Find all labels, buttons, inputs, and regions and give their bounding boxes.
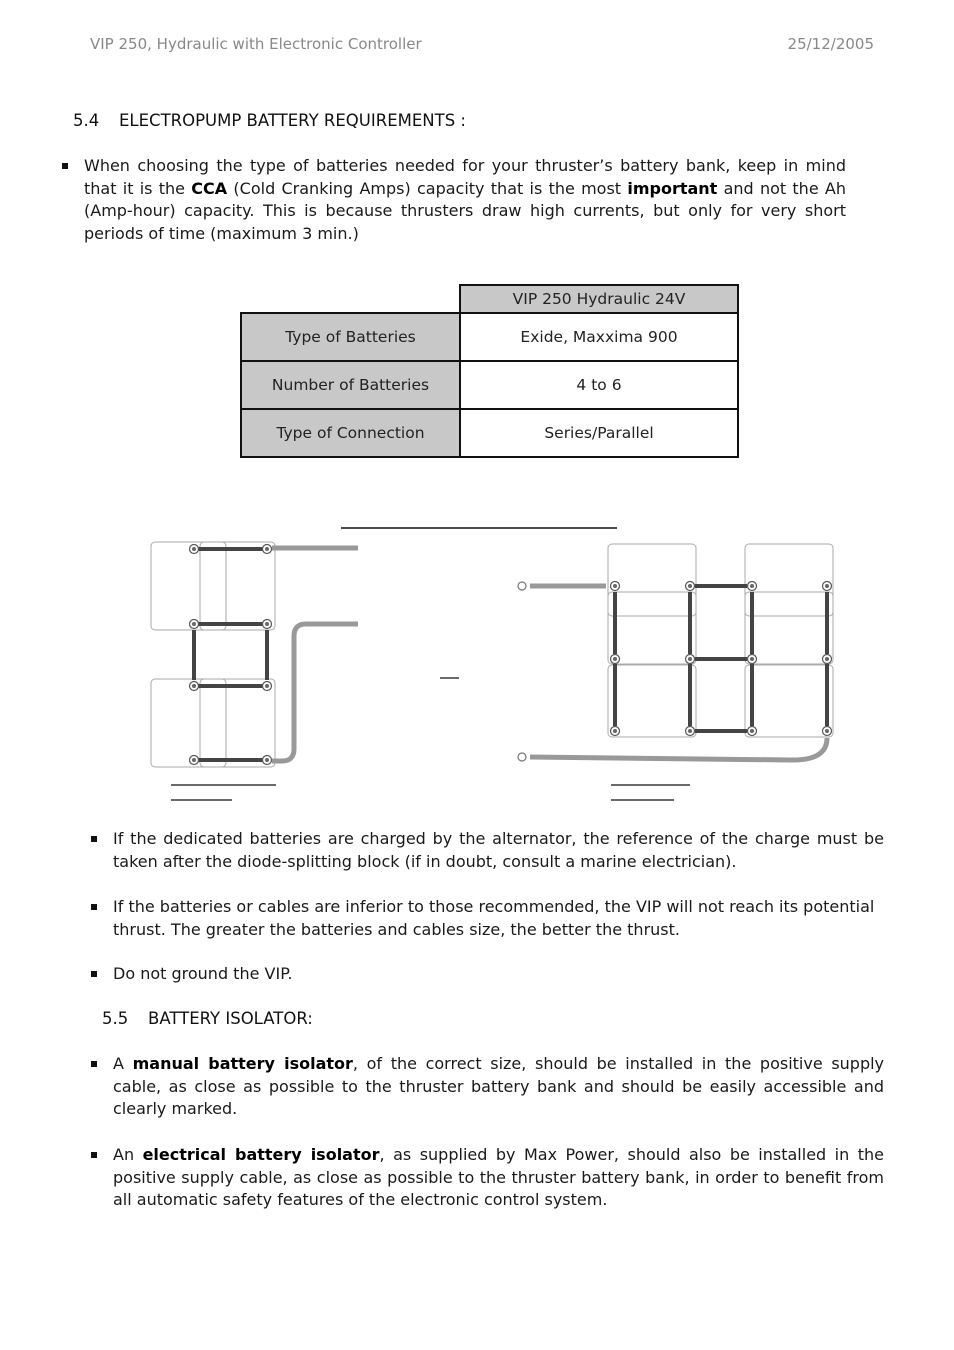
row-value: 4 to 6	[460, 361, 738, 409]
alternator-bullet	[113, 828, 884, 873]
row-label: Type of Batteries	[241, 313, 460, 361]
row-label: Number of Batteries	[241, 361, 460, 409]
page-header-title: VIP 250, Hydraulic with Electronic Controller	[90, 35, 422, 53]
left-bus-bars	[194, 549, 267, 760]
ground-bullet	[113, 963, 884, 986]
section-title: ELECTROPUMP BATTERY REQUIREMENTS :	[119, 111, 466, 130]
bullet-text: , of the correct size, should be installed in the positive supply cable, as close as possible to the thruster battery bank and should be easily accessible and clearly marked.	[113, 1054, 885, 1118]
bullet-text: If the batteries or cables are inferior to those recommended, the VIP will not reach its potential thrust. The greater the batteries and cables size, the better the thrust.	[113, 897, 875, 939]
section-title: BATTERY ISOLATOR:	[148, 1009, 313, 1028]
bullet-square-icon	[91, 1061, 97, 1067]
bullet-square-icon	[91, 1152, 97, 1158]
section-5-5-heading	[102, 1009, 313, 1028]
table-column-header: VIP 250 Hydraulic 24V	[460, 285, 738, 313]
bullet-square-icon	[91, 904, 97, 910]
left-battery-bank	[151, 542, 275, 767]
bullet-square-icon	[91, 971, 97, 977]
bullet-text: An	[113, 1145, 143, 1164]
manual-isolator-term: manual battery isolator	[132, 1054, 353, 1073]
para-text: (Cold Cranking Amps) capacity that is the most	[227, 178, 628, 198]
bullet-text: A	[113, 1054, 133, 1073]
page-header-date: 25/12/2005	[787, 35, 874, 53]
cca-term: CCA	[191, 178, 228, 198]
electrical-isolator-term: electrical battery isolator	[142, 1145, 380, 1164]
section-number: 5.5	[102, 1009, 129, 1028]
section-number: 5.4	[73, 111, 100, 130]
important-term: important	[627, 178, 718, 198]
right-bus-bars	[615, 586, 827, 731]
para-text: and not the Ah (Amp-hour) capacity. This is because thrusters draw high currents, but only for very short periods of time (maximum 3 min.)	[84, 178, 847, 243]
cables-bullet	[113, 896, 884, 941]
row-value: Series/Parallel	[460, 409, 738, 457]
electrical-isolator-bullet	[113, 1144, 884, 1212]
bullet-text: , as supplied by Max Power, should also be installed in the positive supply cable, as close as possible to the thruster battery bank, in order to benefit from all automatic safety features of the electronic control system.	[113, 1145, 885, 1209]
manual-isolator-bullet	[113, 1053, 884, 1121]
right-battery-bank	[608, 544, 833, 737]
para-text: When choosing the type of batteries needed for your thruster’s battery bank, keep in mind that it is the	[84, 156, 846, 198]
row-value: Exide, Maxxima 900	[460, 313, 738, 361]
left-cables	[272, 548, 358, 761]
right-cables	[530, 586, 827, 760]
bullet-text: If the dedicated batteries are charged by the alternator, the reference of the charge must be taken after the diode-splitting block (if in doubt, consult a marine electrician).	[113, 829, 884, 871]
row-label: Type of Connection	[241, 409, 460, 457]
left-terminals	[190, 545, 272, 765]
bullet-square-icon	[91, 836, 97, 842]
right-lugs	[518, 582, 526, 761]
bullet-text: Do not ground the VIP.	[113, 964, 293, 983]
